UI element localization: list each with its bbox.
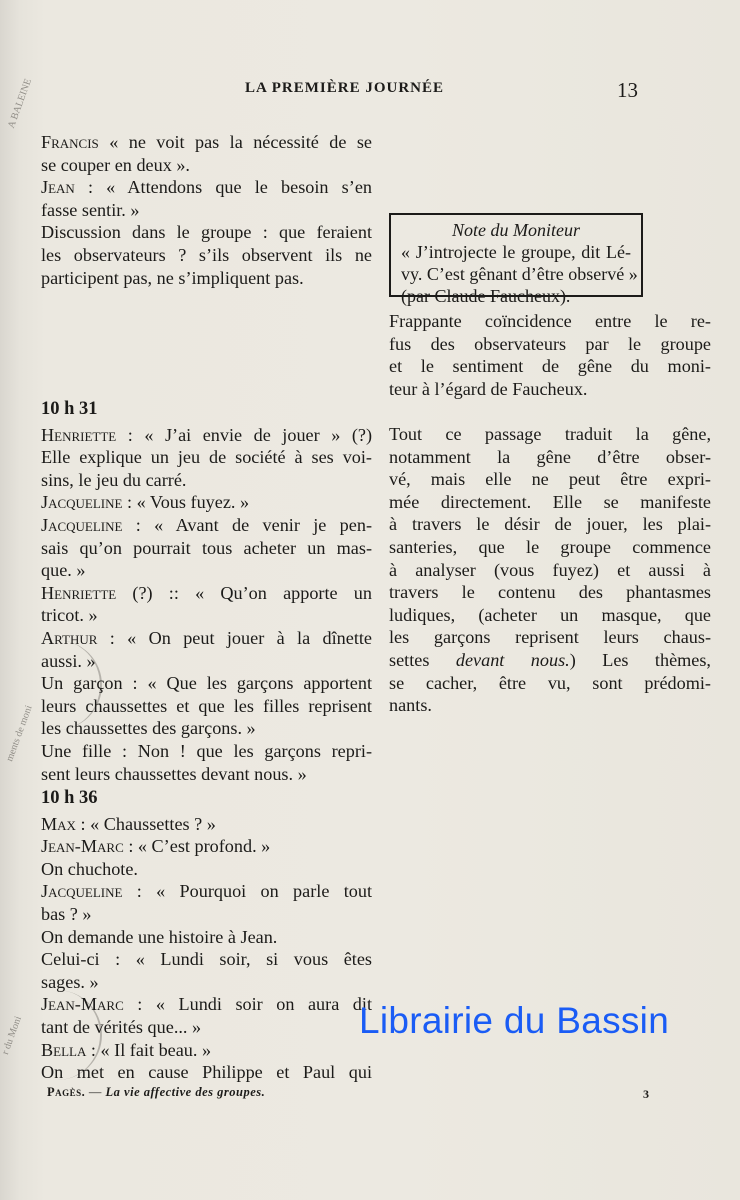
dialogue-line: Max : « Chaussettes ? » (41, 813, 216, 834)
dialogue-line: sais qu’on pourrait tous acheter un mas- (41, 537, 372, 558)
spine-mark-top: A BALEINE (5, 77, 35, 130)
text-line: Discussion dans le groupe : que feraient (41, 222, 372, 243)
dialogue-line: Jacqueline : « Pourquoi on parle tout (41, 881, 372, 902)
footer-author: Pagès. (47, 1085, 86, 1099)
text-line: et le sentiment de gêne du moni- (389, 356, 711, 377)
dialogue-line: Arthur : « On peut jouer à la dînette (41, 627, 372, 648)
text-line: Francis « ne voit pas la nécessité de se (41, 132, 372, 152)
text-line: fus des observateurs par le groupe (389, 333, 711, 354)
dialogue-line: Jean-Marc : « Lundi soir on aura dit (41, 994, 372, 1015)
dialogue-line: sages. » (41, 971, 99, 992)
text-line: à analyser (vous fuyez) et aussi à (389, 559, 711, 580)
page-number: 13 (617, 78, 638, 102)
text-line: notamment la gêne d’être obser- (389, 446, 711, 467)
text-line: participent pas, ne s’impliquent pas. (41, 267, 304, 288)
text-line: santeries, que le groupe commence (389, 536, 711, 557)
text-line: settes devant nous.) Les thèmes, (389, 649, 711, 670)
dialogue-line: que. » (41, 560, 86, 581)
dialogue-line: sent leurs chaussettes devant nous. » (41, 763, 307, 784)
dialogue-line: bas ? » (41, 903, 92, 924)
dialogue-line: sins, le jeu du carré. (41, 469, 187, 490)
time-heading: 10 h 36 (41, 788, 98, 808)
text-line: Jean : « Attendons que le besoin s’en (41, 177, 372, 198)
text-line: les garçons reprisent leurs chaus- (389, 627, 711, 648)
running-head: LA PREMIÈRE JOURNÉE (245, 80, 445, 96)
text-line: Tout ce passage traduit la gêne, (389, 424, 711, 444)
dialogue-line: Jacqueline : « Avant de venir je pen- (41, 514, 372, 535)
text-line: vé, mais elle ne peut être expri- (389, 469, 711, 490)
footer-signature-line: Pagès. — La vie affective des groupes. (47, 1085, 266, 1099)
note-line: « J’introjecte le groupe, dit Lé- (401, 242, 631, 262)
watermark: Librairie du Bassin (359, 1000, 670, 1041)
text-line: les observateurs ? s’ils observent ils ne (41, 244, 372, 265)
dialogue-line: On chuchote. (41, 858, 138, 879)
dialogue-line: les chaussettes des garçons. » (41, 718, 256, 739)
dialogue-line: Elle explique un jeu de société à ses voi- (41, 447, 372, 468)
dialogue-line: Jean-Marc : « C’est profond. » (41, 836, 271, 857)
dialogue-line: Bella : « Il fait beau. » (41, 1039, 212, 1060)
dialogue-line: Celui-ci : « Lundi soir, si vous êtes (41, 949, 372, 970)
note-line: vy. C’est gênant d’être observé » (401, 264, 638, 284)
dialogue-line: Jacqueline : « Vous fuyez. » (41, 492, 250, 513)
note-title: Note du Moniteur (452, 220, 580, 240)
commentary-paragraph-1 (389, 310, 711, 400)
dialogue-line: tant de vérités que... » (41, 1016, 202, 1037)
note-line: (par Claude Faucheux). (401, 286, 571, 306)
footer-title: La vie affective des groupes. (105, 1085, 266, 1099)
emphasis-text: devant nous. (455, 649, 570, 670)
text-line: se cacher, être vu, sont prédomi- (389, 672, 711, 693)
left-column-intro (41, 131, 372, 289)
section-10h31 (41, 398, 372, 785)
text-line: travers le contenu des phantasmes (389, 582, 711, 603)
spine-mark-mid: ments de moni (4, 703, 35, 764)
moniteur-note-box (389, 213, 643, 306)
dialogue-line: Un garçon : « Que les garçons apportent (41, 673, 372, 694)
text-line: mée directement. Elle se manifeste (389, 491, 711, 512)
dialogue-line: Une fille : Non ! que les garçons repri- (41, 740, 372, 761)
time-heading: 10 h 31 (41, 399, 98, 419)
dialogue-line: tricot. » (41, 605, 98, 626)
dialogue-line: Henriette (?) :: « Qu’on apporte un (41, 582, 372, 603)
text-line: se couper en deux ». (41, 154, 190, 175)
text-line: à travers le désir de jouer, les plai- (389, 514, 711, 535)
dialogue-line: aussi. » (41, 650, 96, 671)
dialogue-line: On demande une histoire à Jean. (41, 926, 278, 947)
dialogue-line: Henriette : « J’ai envie de jouer » (?) (41, 424, 372, 445)
signature-mark: 3 (643, 1087, 649, 1101)
dialogue-line: leurs chaussettes et que les filles reprisent (41, 695, 372, 716)
spine-mark-bottom: r du Moni (0, 1014, 25, 1057)
dialogue-line: On met en cause Philippe et Paul qui (41, 1062, 372, 1083)
text-line: ludiques, (acheter un masque, que (389, 604, 711, 625)
section-10h36 (41, 787, 372, 1084)
text-line: fasse sentir. » (41, 199, 140, 220)
text-line: teur à l’égard de Faucheux. (389, 378, 588, 399)
text-line: nants. (389, 695, 432, 716)
text-line: Frappante coïncidence entre le re- (389, 311, 711, 331)
commentary-paragraph-2 (389, 423, 711, 717)
